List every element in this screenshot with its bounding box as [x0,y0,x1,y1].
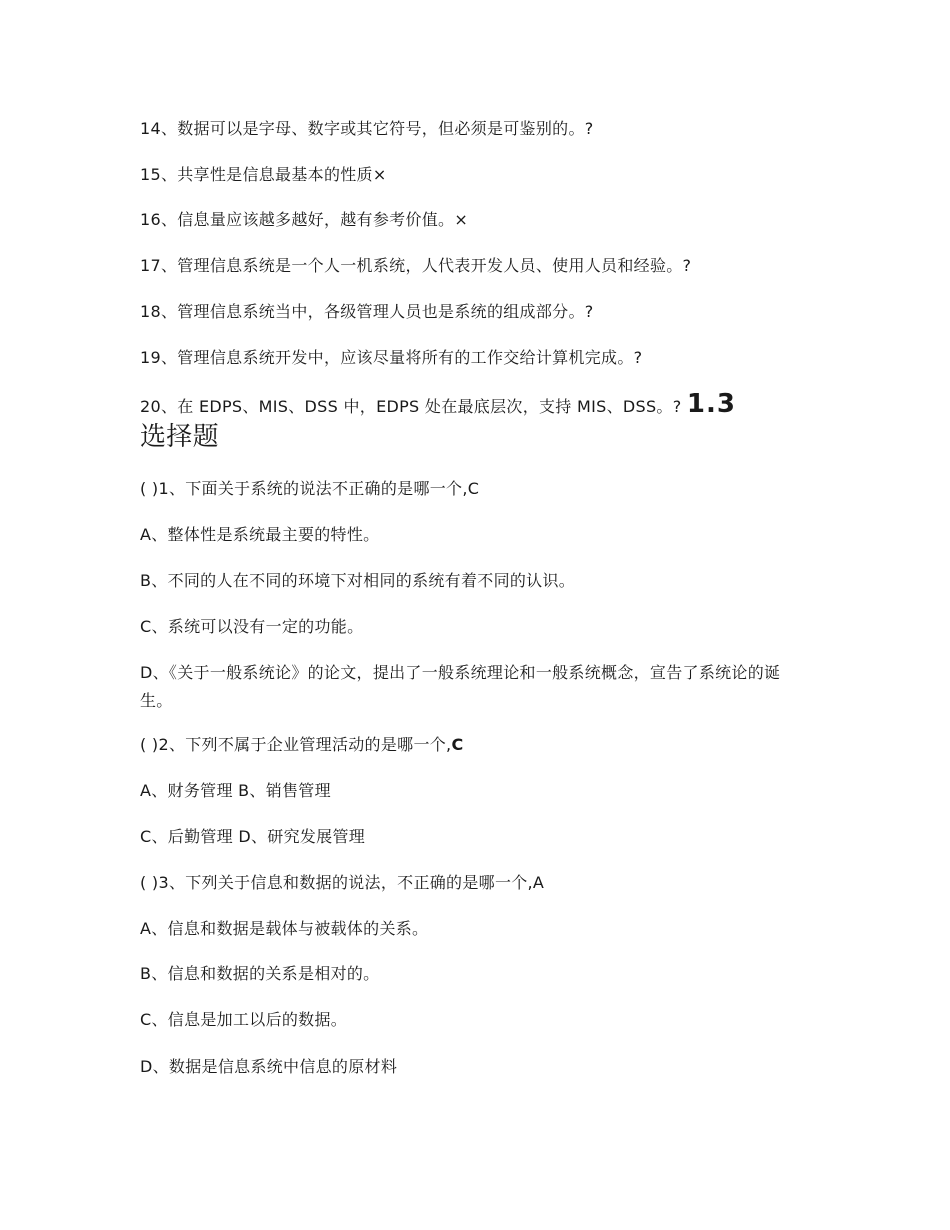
question-3-option-d: D、数据是信息系统中信息的原材料 [140,1057,398,1076]
statement-15: 15、共享性是信息最基本的性质× [140,165,387,184]
statement-20-text: 20、在 EDPS、MIS、DSS 中，EDPS 处在最底层次，支持 MIS、DSS。? [140,397,687,416]
question-3-stem: ( )3、下列关于信息和数据的说法，不正确的是哪一个,A [140,873,545,892]
question-3-option-a: A、信息和数据是载体与被载体的关系。 [140,919,429,938]
question-1-stem: ( )1、下面关于系统的说法不正确的是哪一个,C [140,479,480,498]
section-number: 1.3 [686,389,736,419]
statement-16: 16、信息量应该越多越好，越有参考价值。× [140,210,469,229]
question-1-option-a: A、整体性是系统最主要的特性。 [140,525,380,544]
question-3-option-c: C、信息是加工以后的数据。 [140,1010,348,1029]
question-2-stem [140,733,463,757]
question-2-text: ( )2、下列不属于企业管理活动的是哪一个, [140,735,452,754]
question-3-option-b: B、信息和数据的关系是相对的。 [140,964,380,983]
statement-19: 19、管理信息系统开发中，应该尽量将所有的工作交给计算机完成。? [140,348,643,367]
question-2-options-cd: C、后勤管理 D、研究发展管理 [140,827,366,846]
section-title: 选择题 [140,422,219,452]
question-1-option-d: D、《关于一般系统论》的论文，提出了一般系统理论和一般系统概念，宣告了系统论的诞生。 [140,663,781,710]
question-1-option-b: B、不同的人在不同的环境下对相同的系统有着不同的认识。 [140,571,576,590]
question-1-option-c: C、系统可以没有一定的功能。 [140,617,364,636]
question-2-options-ab: A、财务管理 B、销售管理 [140,781,331,800]
statement-14: 14、数据可以是字母、数字或其它符号，但必须是可鉴别的。? [140,119,594,138]
statement-18: 18、管理信息系统当中，各级管理人员也是系统的组成部分。? [140,302,594,321]
statement-17: 17、管理信息系统是一个人一机系统，人代表开发人员、使用人员和经验。? [140,256,692,275]
statement-20 [140,389,736,419]
question-2-answer: C [451,735,464,754]
